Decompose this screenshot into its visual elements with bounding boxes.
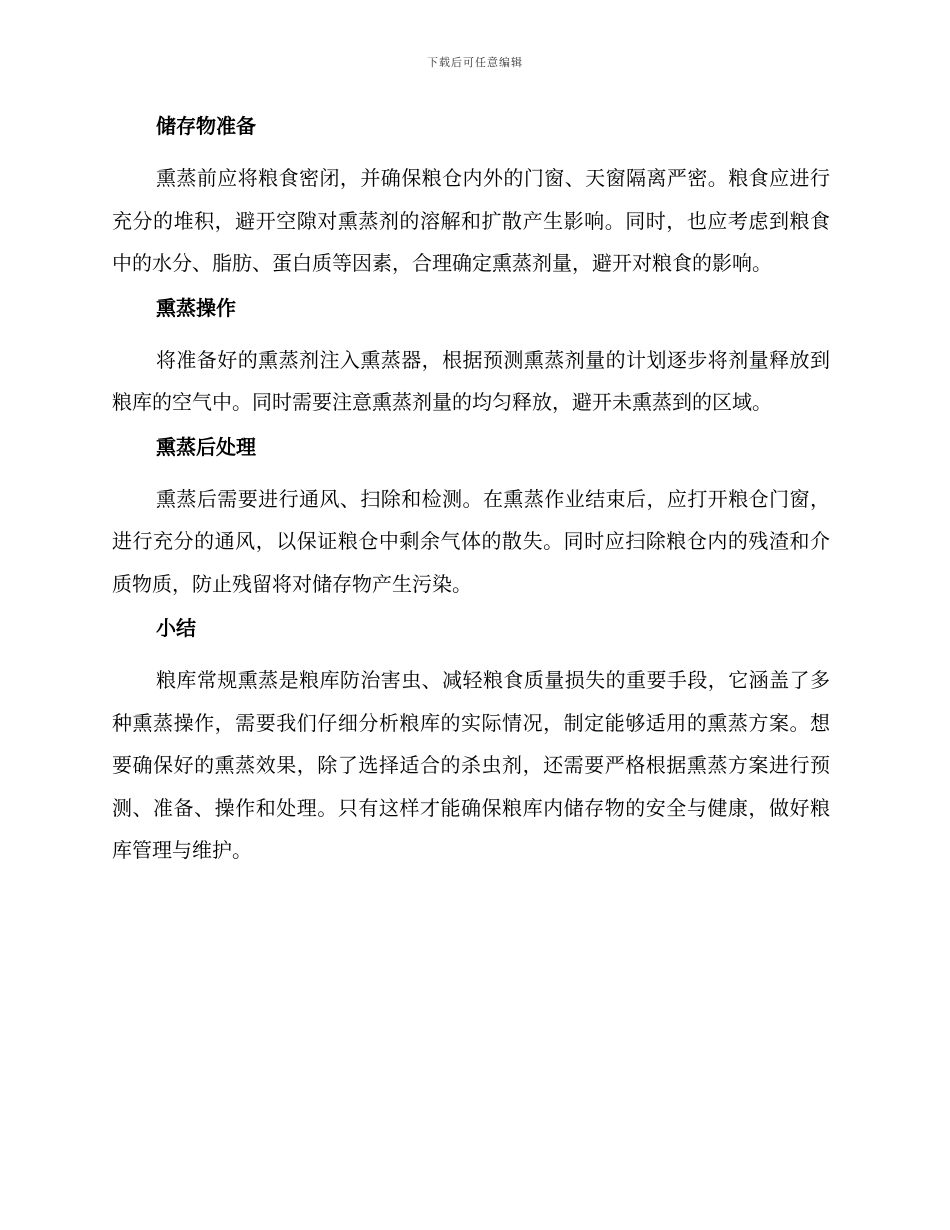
document-body [112,108,830,880]
section-summary [112,613,830,872]
section-paragraph: 熏蒸前应将粮食密闭，并确保粮仓内外的门窗、天窗隔离严密。粮食应进行充分的堆积，避开空隙对熏蒸剂的溶解和扩散产生影响。同时，也应考虑到粮食中的水分、脂肪、蛋白质等因素，合理确定熏蒸剂量，避开对粮食的影响。 [112,166,830,275]
section-paragraph: 粮库常规熏蒸是粮库防治害虫、减轻粮食质量损失的重要手段，它涵盖了多种熏蒸操作，需要我们仔细分析粮库的实际情况，制定能够适用的熏蒸方案。想要确保好的熏蒸效果，除了选择适合的杀虫剂，还需要严格根据熏蒸方案进行预测、准备、操作和处理。只有这样才能确保粮库内储存物的安全与健康，做好粮库管理与维护。 [112,668,830,862]
section-heading: 熏蒸后处理 [156,434,256,459]
section-heading: 储存物准备 [156,114,256,138]
section-paragraph: 熏蒸后需要进行通风、扫除和检测。在熏蒸作业结束后，应打开粮仓门窗，进行充分的通风，以保证粮仓中剩余气体的散失。同时应扫除粮仓内的残渣和介质物质，防止残留将对储存物产生污染。 [112,486,830,596]
section-storage-preparation [112,111,830,285]
section-paragraph: 将准备好的熏蒸剂注入熏蒸器，根据预测熏蒸剂量的计划逐步将剂量释放到粮库的空气中。同时需要注意熏蒸剂量的均匀释放，避开未熏蒸到的区域。 [112,347,830,414]
section-heading: 熏蒸操作 [156,295,236,320]
section-fumigation-operation [112,293,830,424]
section-heading: 小结 [156,616,196,640]
section-post-fumigation [112,432,830,606]
page-header: 下载后可任意编辑 [427,56,523,69]
